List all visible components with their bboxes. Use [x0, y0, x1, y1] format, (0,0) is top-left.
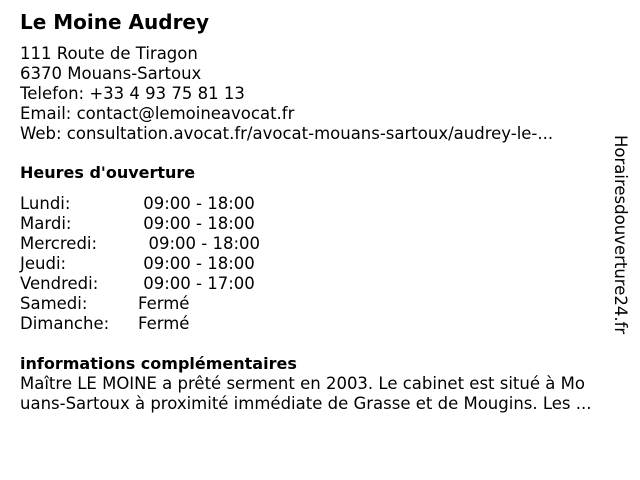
hours-row-wednesday: [20, 234, 260, 254]
hours-row-sunday: [20, 314, 260, 334]
info-paragraph: [20, 374, 630, 414]
day-label: Vendredi:: [20, 274, 99, 293]
day-label: Mercredi:: [20, 234, 98, 253]
hours-row-monday: [20, 194, 260, 214]
hours-row-thursday: [20, 254, 260, 274]
time-value: Fermé: [138, 314, 190, 333]
opening-hours-list: [20, 194, 260, 334]
time-value: Fermé: [138, 294, 190, 313]
day-label: Lundi:: [20, 194, 71, 213]
day-label: Dimanche:: [20, 314, 110, 333]
info-line-2: uans-Sartoux à proximité immédiate de Grasse et de Mougins. Les ...: [20, 394, 592, 413]
day-label: Samedi:: [20, 294, 88, 313]
address-line-1: 111 Route de Tiragon: [20, 44, 198, 63]
email-text: Email: contact@lemoineavocat.fr: [20, 104, 295, 123]
time-value: 09:00 - 17:00: [138, 274, 255, 293]
hours-row-tuesday: [20, 214, 260, 234]
website-text: Web: consultation.avocat.fr/avocat-mouans-sartoux/audrey-le-...: [20, 124, 554, 143]
day-label: Jeudi:: [20, 254, 67, 273]
time-value: 09:00 - 18:00: [138, 194, 255, 213]
info-title: informations complémentaires: [20, 354, 297, 373]
time-value: 09:00 - 18:00: [138, 254, 255, 273]
hours-row-friday: [20, 274, 260, 294]
time-value: 09:00 - 18:00: [138, 214, 255, 233]
contact-block: [20, 44, 600, 144]
time-value: 09:00 - 18:00: [138, 234, 261, 253]
info-line-1: Maître LE MOINE a prêté serment en 2003. Le cabinet est situé à Mo: [20, 374, 585, 393]
day-label: Mardi:: [20, 214, 72, 233]
business-name: Le Moine Audrey: [20, 10, 210, 34]
hours-title: Heures d'ouverture: [20, 163, 196, 182]
address-line-2: 6370 Mouans-Sartoux: [20, 64, 202, 83]
hours-row-saturday: [20, 294, 260, 314]
phone-text: Telefon: +33 4 93 75 81 13: [20, 84, 245, 103]
brand-vertical-text: Horairesdouverture24.fr: [611, 135, 630, 335]
